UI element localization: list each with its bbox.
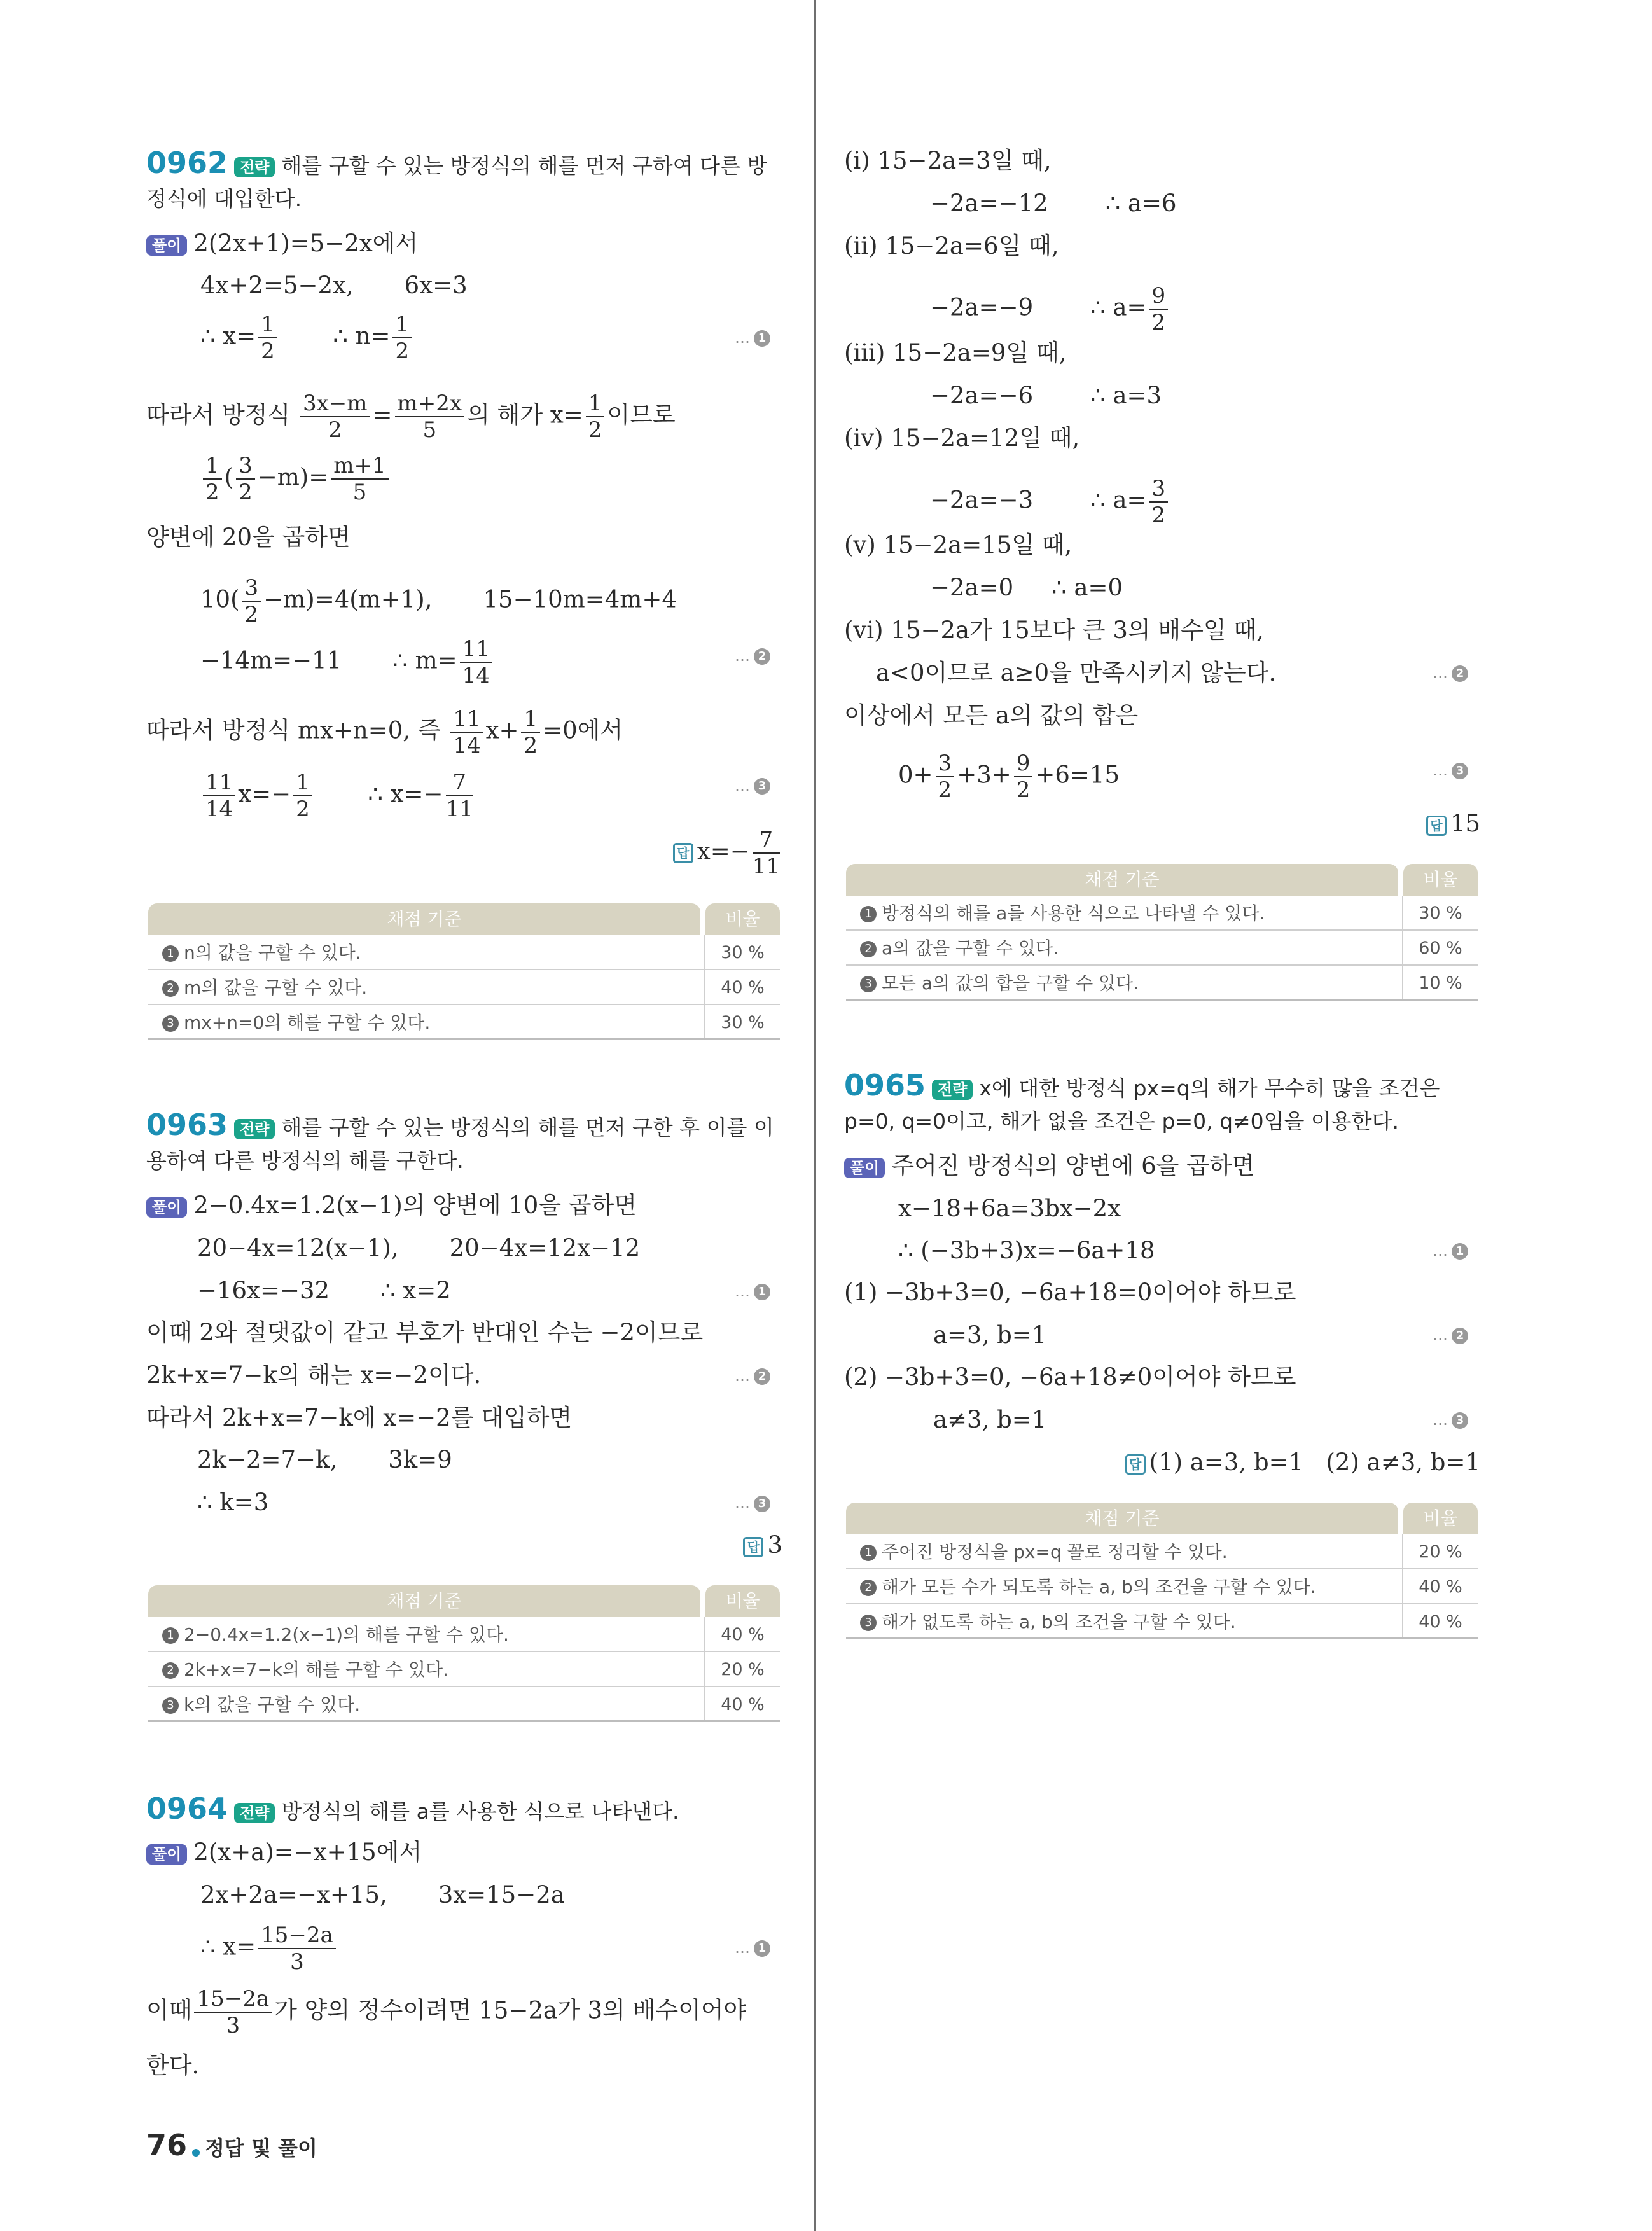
scoring-table-0963: [148, 1585, 780, 1722]
math-line: (1) −3b+3=0, −6a+18=0이어야 하므로: [844, 1279, 1296, 1306]
row-number: 3: [162, 1697, 179, 1714]
row-ratio: 40 %: [721, 1695, 765, 1714]
numerator: m+1: [331, 453, 388, 480]
strategy-badge: 전략: [932, 1080, 973, 1100]
math-expr: −2a=−9: [930, 293, 1034, 321]
numerator: 3: [1149, 476, 1169, 503]
math-line: ∴ k=3: [197, 1489, 269, 1516]
step-number: 2: [754, 648, 770, 665]
answer-0965: [1125, 1447, 1480, 1478]
denominator: 2: [296, 796, 310, 822]
math-expr: −16x=−32: [197, 1277, 330, 1304]
row-label: 2k+x=7−k의 해를 구할 수 있다.: [184, 1659, 448, 1680]
step-marker-3: [735, 774, 770, 797]
fraction: [1149, 476, 1169, 528]
text: 따라서 방정식: [146, 401, 291, 429]
table-row: [846, 1534, 1478, 1569]
text: 이때: [146, 1996, 192, 2024]
fraction: [521, 706, 540, 758]
denominator: 14: [205, 796, 233, 822]
row-ratio: 10 %: [1419, 973, 1462, 993]
step-dots: …: [735, 329, 750, 347]
denominator: 2: [1151, 503, 1166, 528]
footer-label: 정답 및 풀이: [205, 2136, 317, 2160]
strategy-text: 해를 구할 수 있는 방정식의 해를 먼저 구하여 다른 방: [281, 153, 768, 178]
step-marker-2: [735, 1365, 770, 1387]
table-head-criteria: 채점 기준: [846, 864, 1398, 896]
table-head-ratio: 비율: [705, 903, 780, 935]
denominator: 2: [524, 733, 538, 758]
paren: (: [224, 463, 234, 491]
problem-0965-header: [844, 1067, 1440, 1104]
math-line: [146, 706, 623, 758]
problem-number: 0963: [146, 1108, 228, 1142]
numerator: 1: [586, 391, 605, 417]
step-dots: …: [735, 1494, 750, 1512]
step-dots: …: [735, 777, 750, 795]
strategy-text-cont: 용하여 다른 방정식의 해를 구한다.: [146, 1148, 464, 1173]
denominator: 2: [938, 777, 952, 803]
table-row: [148, 935, 780, 970]
row-number: 3: [860, 1615, 877, 1631]
fraction: [258, 1922, 336, 1975]
solution-line: [146, 1837, 422, 1868]
case-head: (ⅳ) 15−2a=12일 때,: [844, 424, 1080, 452]
math-line: [898, 751, 1120, 803]
numerator: 1: [293, 770, 312, 796]
numerator: 11: [460, 636, 492, 663]
step-marker-3: [1433, 759, 1468, 782]
row-number: 1: [162, 945, 179, 962]
step-marker-1: [735, 1280, 770, 1303]
denominator: 3: [290, 1949, 304, 1975]
row-ratio: 20 %: [1419, 1542, 1462, 1562]
row-number: 3: [162, 1015, 179, 1032]
table-head-criteria: 채점 기준: [148, 903, 700, 935]
math-line: [930, 283, 1170, 335]
step-marker-1: [735, 1936, 770, 1959]
step-marker-1: [735, 326, 770, 349]
math-line: [200, 312, 414, 364]
math-expr: −2a=−3: [930, 486, 1034, 514]
math-line: 양변에 20을 곱하면: [146, 524, 351, 551]
strategy-text: 해를 구할 수 있는 방정식의 해를 먼저 구한 후 이를 이: [281, 1115, 774, 1140]
case-head: (ⅵ) 15−2a가 15보다 큰 3의 배수일 때,: [844, 616, 1264, 644]
fraction: [203, 770, 235, 822]
strategy-text-cont: 정식에 대입한다.: [146, 186, 302, 211]
table-row: [148, 1652, 780, 1687]
answer-0962: [673, 827, 782, 879]
math-line: 따라서 2k+x=7−k에 x=−2를 대입하면: [146, 1404, 573, 1431]
math-expr: −m)=4(m+1),: [263, 585, 433, 613]
strategy-text: 방정식의 해를 a를 사용한 식으로 나타낸다.: [281, 1799, 679, 1824]
math-line: [197, 1444, 452, 1476]
row-number: 3: [860, 976, 877, 992]
answer-text: x=−: [697, 837, 750, 865]
denominator: 2: [328, 417, 342, 443]
fraction: [293, 770, 312, 822]
scoring-table-0964: [846, 864, 1478, 1001]
math-line: [200, 575, 677, 627]
numerator: 11: [203, 770, 235, 796]
step-dots: …: [735, 1939, 750, 1957]
math-expr: 3x=15−2a: [438, 1881, 565, 1908]
table-head-criteria: 채점 기준: [148, 1585, 700, 1617]
math-expr: x=−: [238, 780, 291, 808]
math-expr: 4x+2=5−2x,: [200, 272, 354, 299]
fraction: [258, 312, 277, 364]
answer-0963: [743, 1529, 782, 1561]
row-label: k의 값을 구할 수 있다.: [184, 1694, 361, 1715]
math-line: a<0이므로 a≥0을 만족시키지 않는다.: [876, 659, 1277, 686]
table-row: [148, 1687, 780, 1722]
step-dots: …: [735, 1282, 750, 1300]
table-row: [148, 970, 780, 1005]
math-expr: ∴ m=: [392, 646, 457, 674]
math-expr: 20−4x=12(x−1),: [197, 1234, 399, 1261]
page-number: 76: [146, 2128, 188, 2162]
math-expr: −14m=−11: [200, 646, 342, 674]
table-head-ratio: 비율: [1403, 1503, 1478, 1534]
fraction: [753, 827, 780, 879]
row-ratio: 20 %: [721, 1660, 765, 1679]
step-dots: …: [735, 1367, 750, 1385]
math-expr: ∴ n=: [333, 322, 391, 350]
numerator: 1: [392, 312, 412, 338]
strategy-badge: 전략: [234, 1119, 275, 1139]
numerator: 3: [936, 751, 955, 777]
solution-badge: 풀이: [146, 235, 187, 256]
denominator: 2: [1016, 777, 1031, 803]
answer-0964: [1426, 808, 1480, 840]
answer-icon: 답: [673, 843, 693, 863]
math-expr: 2x+2a=−x+15,: [200, 1881, 387, 1908]
problem-number: 0965: [844, 1068, 926, 1102]
row-label: m의 값을 구할 수 있다.: [184, 977, 368, 998]
fraction: [460, 636, 492, 688]
math-line: [200, 1879, 565, 1911]
numerator: m+2x: [395, 391, 465, 417]
table-row: [846, 966, 1478, 1001]
table-row: [846, 931, 1478, 966]
math-expr: 10(: [200, 585, 240, 613]
math-line: 한다.: [146, 2052, 200, 2079]
fraction: [331, 453, 388, 505]
row-ratio: 30 %: [721, 943, 765, 963]
answer-text: 15: [1450, 810, 1480, 837]
math-expr: ∴ a=6: [1105, 190, 1177, 217]
step-dots: …: [1433, 1326, 1448, 1344]
math-expr: ∴ a=0: [1052, 574, 1123, 601]
case-head: (ⅱ) 15−2a=6일 때,: [844, 232, 1059, 260]
step-dots: …: [1433, 761, 1448, 779]
denominator: 2: [239, 480, 253, 505]
math-expr: ∴ x=2: [380, 1277, 451, 1304]
row-label: 주어진 방정식을 px=q 꼴로 정리할 수 있다.: [882, 1541, 1228, 1562]
fraction: [203, 453, 222, 505]
fraction: [450, 706, 483, 758]
math-line: [200, 453, 391, 505]
table-row: [846, 896, 1478, 931]
row-number: 1: [860, 1545, 877, 1561]
strategy-badge: 전략: [234, 157, 275, 177]
math-expr: ∴ x=−: [368, 780, 443, 808]
math-line: [200, 636, 495, 688]
row-label: a의 값을 구할 수 있다.: [882, 938, 1059, 959]
math-expr: ∴ a=: [1090, 293, 1147, 321]
problem-number: 0962: [146, 146, 228, 180]
answer-text: (1) a=3, b=1 (2) a≠3, b=1: [1149, 1449, 1480, 1476]
numerator: 11: [450, 706, 483, 733]
answer-icon: 답: [743, 1537, 763, 1557]
row-label: 해가 모든 수가 되도록 하는 a, b의 조건을 구할 수 있다.: [882, 1576, 1316, 1597]
math-expr: =: [372, 401, 392, 429]
row-number: 2: [860, 941, 877, 957]
math-expr: 15−10m=4m+4: [483, 585, 677, 613]
scoring-table-0965: [846, 1503, 1478, 1639]
step-marker-3: [1433, 1408, 1468, 1431]
denominator: 14: [462, 663, 490, 688]
solution-badge: 풀이: [146, 1844, 187, 1865]
step-number: 1: [754, 330, 770, 347]
numerator: 15−2a: [194, 1986, 272, 2013]
row-label: 방정식의 해를 a를 사용한 식으로 나타낼 수 있다.: [882, 903, 1265, 924]
table-row: [148, 1617, 780, 1652]
fraction: [1149, 283, 1169, 335]
step-number: 1: [754, 1284, 770, 1300]
math-line: a≠3, b=1: [933, 1406, 1047, 1433]
fraction: [446, 770, 473, 822]
denominator: 2: [1151, 310, 1166, 335]
case-head: (ⅰ) 15−2a=3일 때,: [844, 147, 1052, 174]
fraction: [236, 453, 255, 505]
math-expr: ∴ x=: [200, 322, 256, 350]
math-expr: ∴ x=: [200, 1933, 256, 1961]
column-divider: [814, 0, 816, 2231]
math-line: [197, 1232, 640, 1264]
math-line: ∴ (−3b+3)x=−6a+18: [898, 1237, 1155, 1264]
math-line: 이상에서 모든 a의 값의 합은: [844, 702, 1139, 729]
step-number: 3: [754, 1496, 770, 1512]
math-expr: x+: [485, 716, 519, 744]
denominator: 2: [395, 338, 410, 364]
numerator: 1: [258, 312, 277, 338]
math-expr: 3k=9: [388, 1446, 452, 1473]
answer-text: 3: [767, 1531, 782, 1559]
math-line: 2k+x=7−k의 해는 x=−2이다.: [146, 1361, 482, 1389]
solution-line: [844, 1150, 1254, 1182]
math-line: [197, 1275, 451, 1307]
step-dots: …: [735, 647, 750, 665]
answer-icon: 답: [1426, 816, 1447, 836]
solution-badge: 풀이: [146, 1197, 187, 1218]
math-line: [146, 1986, 746, 2038]
table-head-ratio: 비율: [1403, 864, 1478, 896]
numerator: 9: [1149, 283, 1169, 310]
fraction: [300, 391, 370, 443]
numerator: 15−2a: [258, 1922, 336, 1949]
step-number: 2: [1452, 665, 1468, 682]
table-head-ratio: 비율: [705, 1585, 780, 1617]
math-line: 이때 2와 절댓값이 같고 부호가 반대인 수는 −2이므로: [146, 1319, 704, 1346]
math-expr: ∴ a=3: [1090, 382, 1162, 409]
step-marker-2: [735, 644, 770, 667]
row-ratio: 40 %: [1419, 1612, 1462, 1632]
math-line: 2(x+a)=−x+15에서: [193, 1838, 422, 1866]
math-line: [930, 188, 1177, 219]
row-number: 2: [162, 1662, 179, 1679]
math-line: [200, 770, 476, 822]
fraction: [194, 1986, 272, 2038]
row-label: mx+n=0의 해를 구할 수 있다.: [184, 1012, 431, 1033]
step-dots: …: [1433, 1242, 1448, 1260]
page-footer: [146, 2128, 317, 2162]
step-number: 1: [1452, 1243, 1468, 1260]
math-expr: +3+: [957, 761, 1011, 789]
math-line: x−18+6a=3bx−2x: [898, 1195, 1121, 1222]
math-line: a=3, b=1: [933, 1321, 1047, 1349]
numerator: 7: [446, 770, 473, 796]
denominator: 5: [352, 480, 367, 505]
math-line: [200, 270, 468, 302]
math-line: 2(2x+1)=5−2x에서: [193, 230, 419, 257]
table-row: [846, 1604, 1478, 1639]
row-number: 1: [162, 1627, 179, 1644]
step-number: 3: [1452, 763, 1468, 779]
math-line: [930, 572, 1123, 604]
math-line: [930, 380, 1162, 412]
math-line: 2−0.4x=1.2(x−1)의 양변에 10을 곱하면: [193, 1192, 637, 1219]
math-expr: 2k−2=7−k,: [197, 1446, 338, 1473]
case-head: (ⅲ) 15−2a=9일 때,: [844, 339, 1067, 366]
step-number: 2: [1452, 1328, 1468, 1344]
strategy-text: x에 대한 방정식 px=q의 해가 무수히 많을 조건은: [979, 1076, 1440, 1101]
row-ratio: 60 %: [1419, 938, 1462, 958]
numerator: 3: [236, 453, 255, 480]
step-marker-2: [1433, 1324, 1468, 1347]
table-row: [846, 1569, 1478, 1604]
row-ratio: 30 %: [721, 1013, 765, 1032]
denominator: 11: [445, 796, 473, 822]
math-expr: +6=15: [1035, 761, 1120, 789]
step-number: 2: [754, 1368, 770, 1385]
denominator: 3: [226, 2013, 240, 2038]
row-label: 해가 없도록 하는 a, b의 조건을 구할 수 있다.: [882, 1611, 1236, 1632]
step-marker-1: [1433, 1239, 1468, 1262]
solution-line: [146, 1190, 637, 1221]
row-label: 2−0.4x=1.2(x−1)의 해를 구할 수 있다.: [184, 1624, 509, 1645]
math-line: [146, 391, 676, 443]
math-expr: 20−4x=12x−12: [449, 1234, 641, 1261]
problem-number: 0964: [146, 1791, 228, 1826]
answer-icon: 답: [1125, 1454, 1146, 1475]
problem-0963-header: [146, 1107, 774, 1144]
scoring-table-0962: [148, 903, 780, 1040]
math-expr: 가 양의 정수이려면 15−2a가 3의 배수이어야: [274, 1996, 747, 2024]
math-line: [930, 476, 1170, 528]
denominator: 2: [261, 338, 275, 364]
math-line: [200, 1922, 338, 1975]
denominator: 2: [205, 480, 219, 505]
numerator: 7: [753, 827, 780, 854]
math-expr: 의 해가 x=: [467, 401, 583, 429]
bullet-icon: [192, 2149, 200, 2157]
denominator: 14: [453, 733, 481, 758]
solution-line: [146, 228, 418, 260]
step-number: 1: [754, 1940, 770, 1957]
row-label: n의 값을 구할 수 있다.: [184, 942, 361, 963]
denominator: 2: [588, 417, 602, 443]
math-line: 주어진 방정식의 양변에 6을 곱하면: [891, 1152, 1255, 1179]
strategy-badge: 전략: [234, 1803, 275, 1823]
denominator: 2: [244, 602, 259, 627]
row-number: 2: [162, 980, 179, 997]
math-expr: −m)=: [257, 463, 329, 491]
row-label: 모든 a의 값의 합을 구할 수 있다.: [882, 973, 1139, 994]
step-number: 3: [1452, 1412, 1468, 1429]
case-head: (ⅴ) 15−2a=15일 때,: [844, 531, 1072, 559]
row-number: 2: [860, 1580, 877, 1596]
step-marker-2: [1433, 662, 1468, 685]
problem-0962-header: [146, 145, 767, 182]
problem-0964-header: [146, 1791, 679, 1828]
fraction: [936, 751, 955, 803]
numerator: 3: [242, 575, 261, 602]
row-ratio: 40 %: [721, 978, 765, 997]
math-expr: 이므로: [607, 401, 676, 429]
strategy-text-cont: p=0, q=0이고, 해가 없을 조건은 p=0, q≠0임을 이용한다.: [844, 1109, 1399, 1134]
fraction: [395, 391, 465, 443]
numerator: 1: [521, 706, 540, 733]
math-expr: −2a=−12: [930, 190, 1048, 217]
step-marker-3: [735, 1492, 770, 1515]
row-ratio: 40 %: [721, 1625, 765, 1644]
numerator: 9: [1014, 751, 1033, 777]
fraction: [242, 575, 261, 627]
math-expr: −2a=−6: [930, 382, 1034, 409]
math-expr: 따라서 방정식 mx+n=0, 즉: [146, 716, 441, 744]
fraction: [1014, 751, 1033, 803]
numerator: 3x−m: [300, 391, 370, 417]
math-expr: =0에서: [543, 716, 623, 744]
denominator: 5: [422, 417, 437, 443]
step-dots: …: [1433, 1411, 1448, 1429]
step-dots: …: [1433, 664, 1448, 682]
step-number: 3: [754, 778, 770, 795]
row-ratio: 40 %: [1419, 1577, 1462, 1597]
fraction: [586, 391, 605, 443]
table-row: [148, 1005, 780, 1040]
solution-badge: 풀이: [844, 1158, 885, 1178]
denominator: 11: [752, 854, 780, 879]
math-expr: ∴ a=: [1090, 486, 1147, 514]
row-ratio: 30 %: [1419, 903, 1462, 923]
math-expr: 6x=3: [404, 272, 468, 299]
math-expr: −2a=0: [930, 574, 1014, 601]
row-number: 1: [860, 906, 877, 922]
math-expr: 0+: [898, 761, 933, 789]
table-head-criteria: 채점 기준: [846, 1503, 1398, 1534]
fraction: [392, 312, 412, 364]
math-line: (2) −3b+3=0, −6a+18≠0이어야 하므로: [844, 1363, 1296, 1391]
numerator: 1: [203, 453, 222, 480]
